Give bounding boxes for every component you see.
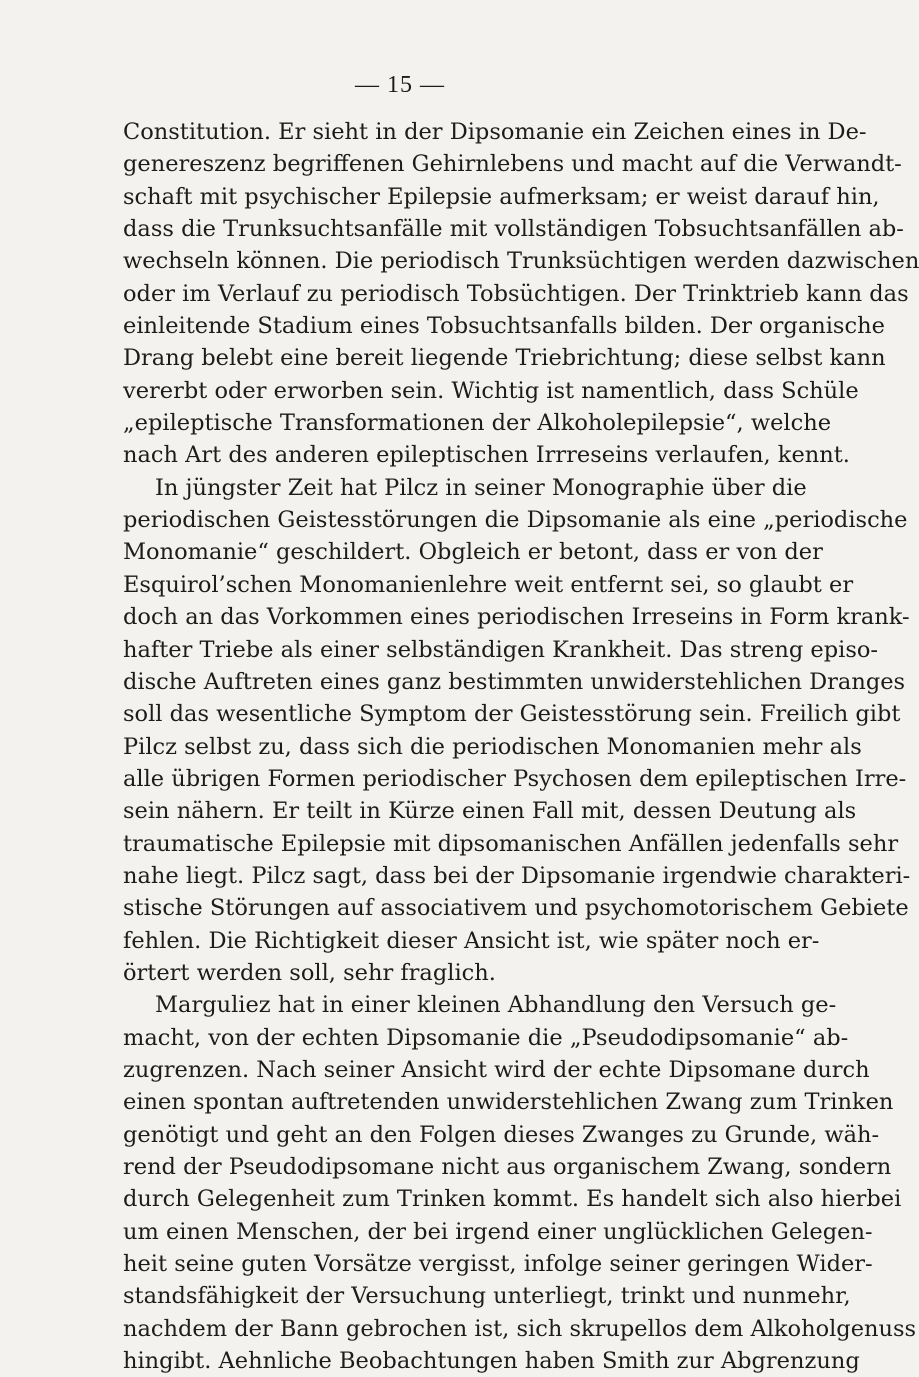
text-line: alle übrigen Formen periodischer Psychosen dem epileptischen Irre- (123, 765, 907, 792)
text-line: genereszenz begriffenen Gehirnlebens und macht auf die Verwandt- (123, 151, 902, 178)
text-line: hafter Triebe als einer selbständigen Krankheit. Das streng episo- (123, 636, 879, 663)
text-line: periodischen Geistesstörungen die Dipsomanie als eine „periodische (123, 507, 908, 534)
text-line: Esquirol’schen Monomanienlehre weit entfernt sei, so glaubt er (123, 571, 854, 598)
text-line: nachdem der Bann gebrochen ist, sich skrupellos dem Alkoholgenuss (123, 1315, 917, 1342)
text-line: rend der Pseudodipsomane nicht aus organischem Zwang, sondern (123, 1154, 892, 1180)
text-line: traumatische Epilepsie mit dipsomanischen Anfällen jedenfalls sehr (123, 830, 899, 857)
text-line: Constitution. Er sieht in der Dipsomanie ein Zeichen eines in De- (123, 119, 867, 145)
text-line: „epileptische Transformationen der Alkoholepilepsie“, welche (123, 410, 832, 437)
text-line: um einen Menschen, der bei irgend einer unglücklichen Gelegen- (123, 1218, 873, 1245)
text-line: fehlen. Die Richtigkeit dieser Ansicht ist, wie später noch er- (123, 927, 820, 954)
text-line: doch an das Vorkommen eines periodischen Irreseins in Form krank- (123, 604, 910, 631)
text-line: In jüngster Zeit hat Pilcz in seiner Monographie über die (155, 474, 807, 501)
text-line: stische Störungen auf associativem und psychomotorischem Gebiete (123, 895, 909, 922)
text-line: einen spontan auftretenden unwiderstehlichen Zwang zum Trinken (123, 1089, 894, 1116)
text-line: Drang belebt eine bereit liegende Triebrichtung; diese selbst kann (123, 345, 886, 372)
text-line: sein nähern. Er teilt in Kürze einen Fall mit, dessen Deutung als (123, 798, 857, 825)
text-line: soll das wesentliche Symptom der Geistesstörung sein. Freilich gibt (123, 701, 901, 728)
text-line: wechseln können. Die periodisch Trunksüchtigen werden dazwischen (123, 248, 919, 275)
text-line: nach Art des anderen epileptischen Irrreseins verlaufen, kennt. (123, 442, 850, 469)
text-line: oder im Verlauf zu periodisch Tobsüchtigen. Der Trinktrieb kann das (123, 280, 909, 307)
body-text (123, 116, 919, 1377)
text-line: örtert werden soll, sehr fraglich. (123, 959, 496, 986)
text-line: dische Auftreten eines ganz bestimmten unwiderstehlichen Dranges (123, 668, 906, 695)
page-number: — 15 — (355, 72, 445, 98)
text-line: vererbt oder erworben sein. Wichtig ist namentlich, dass Schüle (123, 377, 859, 404)
text-line: Monomanie“ geschildert. Obgleich er betont, dass er von der (123, 539, 823, 566)
text-line: dass die Trunksuchtsanfälle mit vollständigen Tobsuchtsanfällen ab- (123, 216, 904, 243)
text-line: macht, von der echten Dipsomanie die „Pseudodipsomanie“ ab- (123, 1024, 849, 1051)
text-line: heit seine guten Vorsätze vergisst, infolge seiner geringen Wider- (123, 1251, 873, 1278)
text-line: schaft mit psychischer Epilepsie aufmerksam; er weist darauf hin, (123, 183, 880, 210)
text-line: hingibt. Aehnliche Beobachtungen haben Smith zur Abgrenzung (123, 1348, 860, 1375)
text-line: durch Gelegenheit zum Trinken kommt. Es handelt sich also hierbei (123, 1186, 902, 1213)
text-line: genötigt und geht an den Folgen dieses Zwanges zu Grunde, wäh- (123, 1121, 880, 1148)
text-line: zugrenzen. Nach seiner Ansicht wird der echte Dipsomane durch (123, 1056, 870, 1083)
text-line: einleitende Stadium eines Tobsuchtsanfalls bilden. Der organische (123, 313, 885, 340)
text-line: standsfähigkeit der Versuchung unterliegt, trinkt und nunmehr, (123, 1283, 851, 1310)
text-line: nahe liegt. Pilcz sagt, dass bei der Dipsomanie irgendwie charakteri- (123, 862, 911, 889)
text-line: Pilcz selbst zu, dass sich die periodischen Monomanien mehr als (123, 733, 862, 760)
text-line: Marguliez hat in einer kleinen Abhandlung den Versuch ge- (155, 992, 837, 1019)
